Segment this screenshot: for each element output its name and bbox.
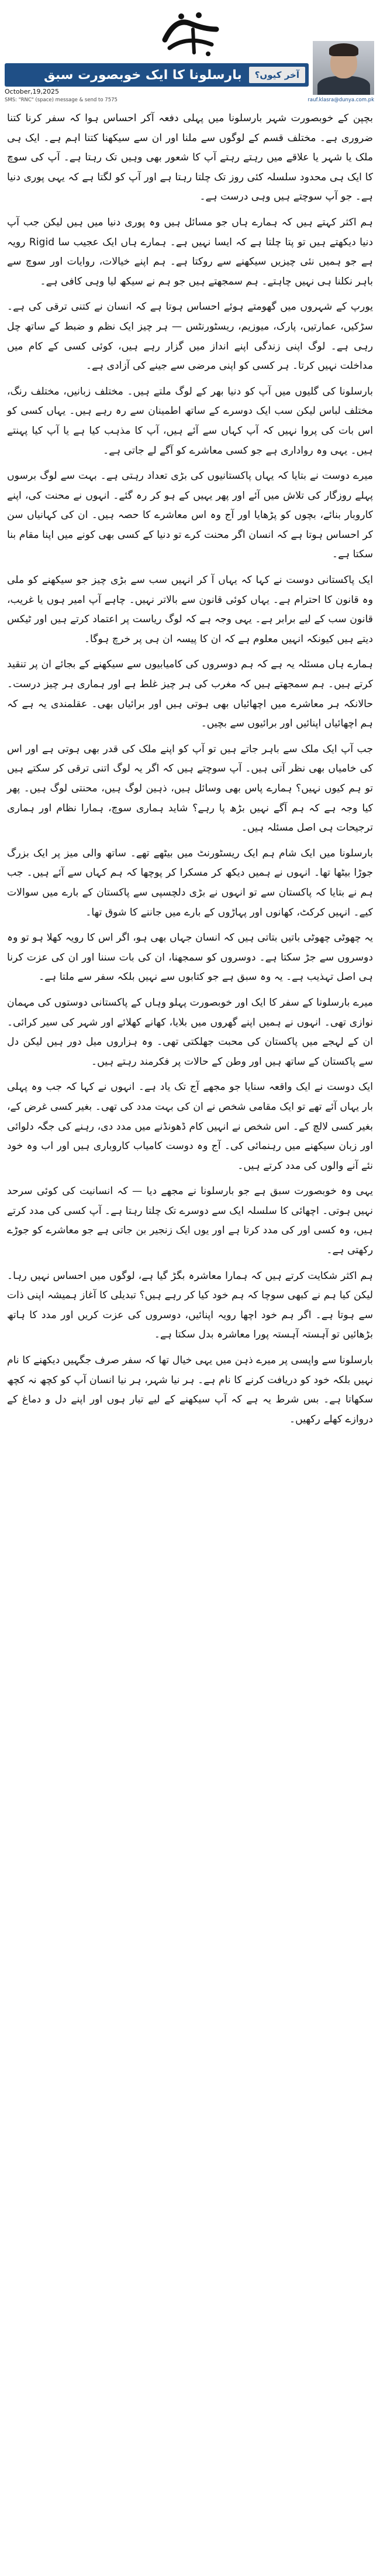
portrait-hair	[329, 43, 358, 56]
article-paragraph: میرے بارسلونا کے سفر کا ایک اور خوبصورت پہلو وہاں کے پاکستانی دوستوں کی مہمان نوازی تھی۔ انہوں نے ہمیں اپنے گھروں میں بلایا، کھانے کھلائے اور شہر کی سیر کرائی۔ ان کے لہجے میں پاکستان کی محبت جھلکتی تھی۔ وہ ہزاروں میل دور ہیں لیکن دل سے پاکستان کے ساتھ ہیں اور وطن کے حالات پر فکرمند رہتے ہیں۔	[7, 996, 373, 1068]
publish-date: October,19,2025	[5, 88, 60, 95]
dunya-logo-icon	[158, 6, 222, 60]
column-banner	[5, 63, 309, 87]
article-paragraph: بارسلونا میں ایک شام ہم ایک ریسٹورنٹ میں بیٹھے تھے۔ ساتھ والی میز پر ایک بزرگ جوڑا بیٹھا تھا۔ انہوں نے ہمیں دیکھ کر مسکرا کر پوچھا کہ ہم کہاں سے آئے ہیں۔ جب ہم نے بتایا کہ پاکستان سے تو انہوں نے بڑی دلچسپی سے پاکستان کے بارے میں سوالات کیے۔ انہیں کرکٹ، کھانوں اور پہاڑوں کے بارے میں جاننے کا شوق تھا۔	[7, 847, 373, 918]
article-paragraph: ہم اکثر شکایت کرتے ہیں کہ ہمارا معاشرہ بگڑ گیا ہے، لوگوں میں احساس نہیں رہا۔ لیکن کیا ہم نے کبھی سوچا کہ ہم خود کیا کر رہے ہیں؟ تبدیلی کا آغاز ہمیشہ اپنی ذات سے ہوتا ہے۔ اگر ہم خود اچھا رویہ اپنائیں، دوسروں کی عزت کریں اور مدد کا ہاتھ بڑھائیں تو آہستہ آہستہ پورا معاشرہ بدل سکتا ہے۔	[7, 1270, 373, 1341]
article-paragraph: ایک پاکستانی دوست نے کہا کہ یہاں آ کر انہیں سب سے بڑی چیز جو سیکھنے کو ملی وہ قانون کا احترام ہے۔ یہاں کوئی قانون سے بالاتر نہیں۔ چاہے آپ امیر ہوں یا غریب، قانون سب کے لیے برابر ہے۔ یہی وجہ ہے کہ لوگ ریاست پر اعتماد کرتے ہیں اور ٹیکس دیتے ہیں کیونکہ انہیں معلوم ہے کہ ان کا پیسہ ان ہی پر خرچ ہوگا۔	[7, 574, 373, 645]
article-paragraph: بچپن کے خوبصورت شہر بارسلونا میں پہلی دفعہ آکر احساس ہوا کہ سفر کرنا کتنا ضروری ہے۔ مختلف قسم کے لوگوں سے ملنا اور ان سے سیکھنا کتنا اہم ہے۔ ایک ہی ملک یا شہر یا علاقے میں رہتے رہتے آپ کا شعور بھی وہیں تک رہتا ہے۔ آپ کی سوچ کا ایک ہی محدود سلسلہ کئی روز تک چلتا رہتا ہے اور آپ کو لگتا ہے کہ یہی پوری دنیا ہے۔ جو آپ سوچتے ہیں وہی درست ہے۔	[7, 112, 373, 203]
columnist-email[interactable]: rauf.klasra@dunya.com.pk	[308, 97, 374, 103]
portrait-body	[317, 76, 370, 95]
columnist-portrait	[313, 41, 374, 95]
article-paragraph: ہمارے ہاں مسئلہ یہ ہے کہ ہم دوسروں کی کامیابیوں سے سیکھنے کے بجائے ان پر تنقید کرتے ہیں۔ ہم سمجھتے ہیں کہ مغرب کی ہر چیز غلط ہے اور ہماری ہر چیز درست۔ حالانکہ ہر معاشرے میں اچھائیاں بھی ہوتی ہیں اور برائیاں بھی۔ عقلمندی یہ ہے کہ ہم اچھائیاں اپنائیں اور برائیوں سے بچیں۔	[7, 658, 373, 730]
article-paragraph: ایک دوست نے ایک واقعہ سنایا جو مجھے آج تک یاد ہے۔ انہوں نے کہا کہ جب وہ پہلی بار یہاں آئے تھے تو ایک مقامی شخص نے ان کی بہت مدد کی تھی۔ بغیر کسی غرض کے، بغیر کسی لالچ کے۔ اس شخص نے انہیں کام ڈھونڈنے میں مدد دی، رہنے کی جگہ دلوائی اور زبان سیکھنے میں رہنمائی کی۔ آج وہ دوست کامیاب کاروباری ہیں اور اب وہ خود نئے آنے والوں کی مدد کرتے ہیں۔	[7, 1081, 373, 1172]
article-paragraph: یورپ کے شہروں میں گھومتے ہوئے احساس ہوتا ہے کہ انسان نے کتنی ترقی کی ہے۔ سڑکیں، عمارتیں، پارک، میوزیم، ریسٹورنٹس — ہر چیز ایک نظم و ضبط کے ساتھ چل رہی ہے۔ لوگ اپنی زندگی اپنے انداز میں گزار رہے ہیں، کوئی کسی کے کام میں مداخلت نہیں کرتا۔ ہر کسی کو اپنی مرضی سے جینے کی آزادی ہے۔	[7, 301, 373, 372]
column-name-badge: آخر کیوں؟	[249, 67, 305, 83]
article-paragraph: بارسلونا سے واپسی پر میرے ذہن میں یہی خیال تھا کہ سفر صرف جگہیں دیکھنے کا نام نہیں بلکہ خود کو دریافت کرنے کا نام ہے۔ ہر نیا شہر، ہر نیا انسان آپ کو کچھ نہ کچھ سکھاتا ہے۔ بس شرط یہ ہے کہ آپ سیکھنے کے لیے تیار ہوں اور اپنے دل و دماغ کے دروازے کھلے رکھیں۔	[7, 1354, 373, 1425]
article-paragraph: بارسلونا کی گلیوں میں آپ کو دنیا بھر کے لوگ ملتے ہیں۔ مختلف زبانیں، مختلف رنگ، مختلف لباس لیکن سب ایک دوسرے کے ساتھ اطمینان سے رہ رہے ہیں۔ یہاں کسی کو اس بات کی پروا نہیں کہ آپ کہاں سے آئے ہیں، آپ کا مذہب کیا ہے یا آپ کیا پہنتے ہیں۔ یہی وہ رواداری ہے جو کسی معاشرے کو آگے لے جاتی ہے۔	[7, 385, 373, 457]
article-body	[7, 109, 373, 1435]
article-title: بارسلونا کا ایک خوبصورت سبق	[44, 67, 242, 83]
article-paragraph: جب آپ ایک ملک سے باہر جاتے ہیں تو آپ کو اپنے ملک کی قدر بھی ہوتی ہے اور اس کی خامیاں بھی نظر آتی ہیں۔ آپ سوچتے ہیں کہ اگر یہ لوگ اتنی ترقی کر سکتے ہیں تو ہم کیوں نہیں؟ ہمارے پاس بھی وسائل ہیں، ذہین لوگ ہیں، محنتی لوگ ہیں۔ پھر کیا وجہ ہے کہ ہم آگے نہیں بڑھ پا رہے؟ شاید ہماری سوچ، ہمارا نظام اور ہماری ترجیحات ہی اصل مسئلہ ہیں۔	[7, 743, 373, 834]
sms-instruction: SMS: "RNC" (space) message & send to 7575	[5, 97, 118, 103]
article-paragraph: یہ چھوٹی چھوٹی باتیں بتاتی ہیں کہ انسان جہاں بھی ہو، اگر اس کا رویہ کھلا ہو تو وہ دوسروں سے جڑ سکتا ہے۔ دوسروں کو سمجھنا، ان کی بات سننا اور ان کی عزت کرنا ہی اصل تہذیب ہے۔ یہ وہ سبق ہے جو کتابوں سے نہیں بلکہ سفر سے ملتا ہے۔	[7, 932, 373, 983]
article-paragraph: یہی وہ خوبصورت سبق ہے جو بارسلونا نے مجھے دیا — کہ انسانیت کی کوئی سرحد نہیں ہوتی۔ اچھائی کا سلسلہ ایک سے دوسرے تک چلتا رہتا ہے۔ آپ کسی کی مدد کرتے ہیں، وہ کسی اور کی مدد کرتا ہے اور یوں ایک زنجیر بن جاتی ہے جو معاشرے کو جوڑے رکھتی ہے۔	[7, 1185, 373, 1257]
article-paragraph: ہم اکثر کہتے ہیں کہ ہمارے ہاں جو مسائل ہیں وہ پوری دنیا میں ہیں لیکن جب آپ دنیا دیکھتے ہیں تو پتا چلتا ہے کہ ایسا نہیں ہے۔ ہمارے ہاں ایک عجیب سا Rigid رویہ ہے جو ہمیں نئی چیزیں سیکھنے سے روکتا ہے۔ ہم اپنے خیالات، روایات اور سوچ سے باہر نکلنا ہی نہیں چاہتے۔ ہم سمجھتے ہیں جو ہم نے سیکھ لیا وہی کافی ہے۔	[7, 216, 374, 287]
article-paragraph: میرے دوست نے بتایا کہ یہاں پاکستانیوں کی بڑی تعداد رہتی ہے۔ بہت سے لوگ برسوں پہلے روزگار کی تلاش میں آئے اور پھر یہیں کے ہو کر رہ گئے۔ انہوں نے محنت کی، اپنے کاروبار بنائے، بچوں کو پڑھایا اور آج وہ اس معاشرے کا حصہ ہیں۔ ان کی کہانیاں سن کر احساس ہوتا ہے کہ انسان اگر محنت کرے تو دنیا کے کسی بھی کونے میں اپنا مقام بنا سکتا ہے۔	[7, 470, 373, 561]
masthead	[0, 0, 380, 105]
